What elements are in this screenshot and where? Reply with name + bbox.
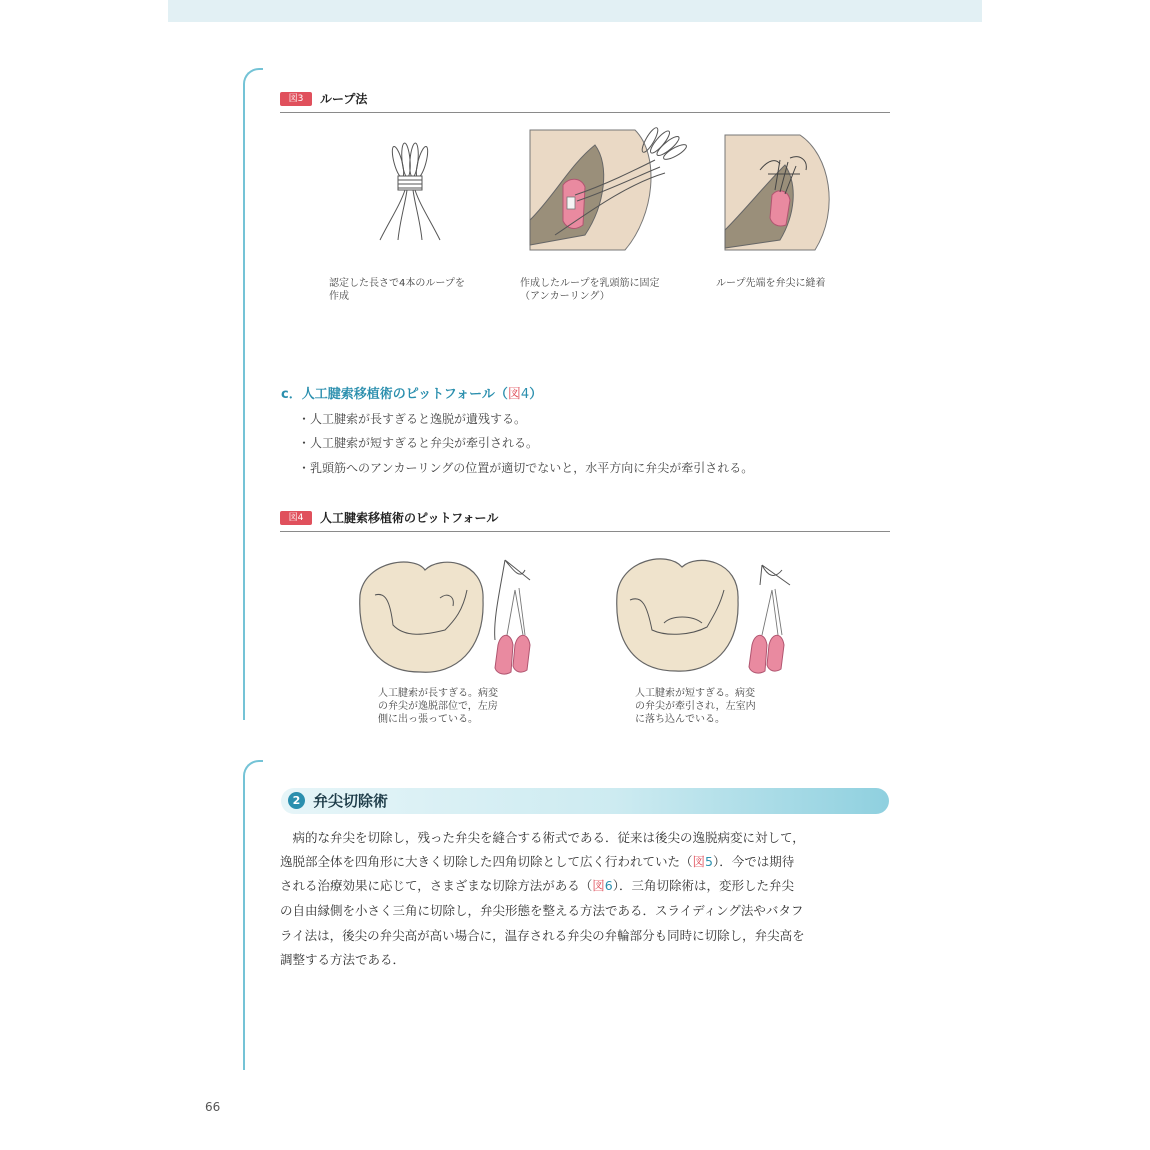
body-text-line: 病的な弁尖を切除し，残った弁尖を縫合する術式である．従来は後尖の逸脱病変に対して，	[280, 830, 805, 845]
body-text-line	[280, 852, 794, 872]
caption-line: ループ先端を弁尖に縫着	[716, 278, 826, 289]
caption-line: の弁尖が牽引され，左室内	[635, 701, 756, 712]
body-text-segment: される治療効果に応じて，さまざまな切除方法がある（	[280, 878, 593, 893]
caption-line: （アンカーリング）	[520, 291, 610, 302]
subsection-heading-close: ）	[529, 387, 543, 402]
section-heading-bar	[281, 788, 889, 814]
figure-3-header	[280, 90, 890, 113]
caption-line: 作成	[329, 291, 349, 302]
figure-ref-label[interactable]: 図	[507, 387, 521, 402]
section-bracket-lower	[243, 760, 263, 1070]
page-number: 66	[205, 1100, 221, 1114]
figure-ref-number[interactable]: 4	[520, 387, 530, 402]
figure-4-badge: 図4	[280, 511, 312, 525]
bullet-item: ・乳頭筋へのアンカーリングの位置が適切でないと，水平方向に弁尖が牽引される。	[298, 461, 754, 475]
body-text-line	[280, 876, 794, 896]
caption-line: に落ち込んでいる。	[635, 714, 725, 725]
section-number-badge: 2	[288, 792, 305, 809]
body-text-segment: ）．今では期待	[712, 854, 795, 869]
caption-line: 人工腱索が短すぎる。病変	[635, 688, 755, 699]
body-text-line: 調整する方法である．	[280, 952, 406, 967]
bullet-item: ・人工腱索が長すぎると逸脱が遺残する。	[298, 412, 527, 426]
caption-line: 認定した長さで4本のループを	[329, 278, 465, 289]
figure-4-header	[280, 509, 890, 532]
figure-ref-number[interactable]: 5	[705, 854, 713, 869]
loop-illustration	[360, 140, 460, 250]
figure-3-caption-2	[520, 277, 660, 303]
figure-ref-label[interactable]: 図	[592, 878, 605, 893]
figure-4-caption-2	[635, 687, 756, 726]
bullet-item: ・人工腱索が短すぎると弁尖が牽引される。	[298, 436, 539, 450]
caption-line: 作成したループを乳頭筋に固定	[520, 278, 660, 289]
caption-line: 人工腱索が長すぎる。病変	[378, 688, 498, 699]
figure-ref-label[interactable]: 図	[692, 854, 706, 869]
body-text-segment: 逸脱部全体を四角形に大きく切除した四角切除として広く行われていた（	[280, 854, 693, 869]
subsection-heading	[281, 385, 542, 405]
valve-too-short-illustration	[612, 545, 817, 680]
figure-4-caption-1	[378, 687, 498, 726]
caption-line: 側に出っ張っている。	[378, 714, 478, 725]
subsection-heading-text: c．人工腱索移植術のピットフォール（	[281, 387, 508, 402]
figure-3-title: ループ法	[320, 92, 368, 106]
section-title: 弁尖切除術	[313, 792, 389, 810]
figure-3-badge: 図3	[280, 92, 312, 106]
figure-ref-number[interactable]: 6	[604, 878, 613, 893]
body-text-segment: ）．三角切除術は，変形した弁尖	[612, 878, 794, 893]
body-text-line: ライ法は，後尖の弁尖高が高い場合に，温存される弁尖の弁輪部分も同時に切除し，弁尖高を	[280, 928, 805, 943]
anchoring-illustration	[525, 125, 690, 255]
caption-line: の弁尖が逸脱部位で，左房	[378, 701, 498, 712]
valve-too-long-illustration	[355, 550, 565, 680]
leaflet-suture-illustration	[720, 130, 840, 255]
top-color-band	[168, 0, 982, 22]
figure-3-caption-1	[329, 277, 465, 303]
figure-3-caption-3	[716, 277, 826, 290]
figure-4-title: 人工腱索移植術のピットフォール	[320, 511, 499, 525]
section-bracket-upper	[243, 68, 263, 720]
body-text-line: の自由縁側を小さく三角に切除し，弁尖形態を整える方法である．スライディング法やバタフ	[280, 903, 804, 918]
